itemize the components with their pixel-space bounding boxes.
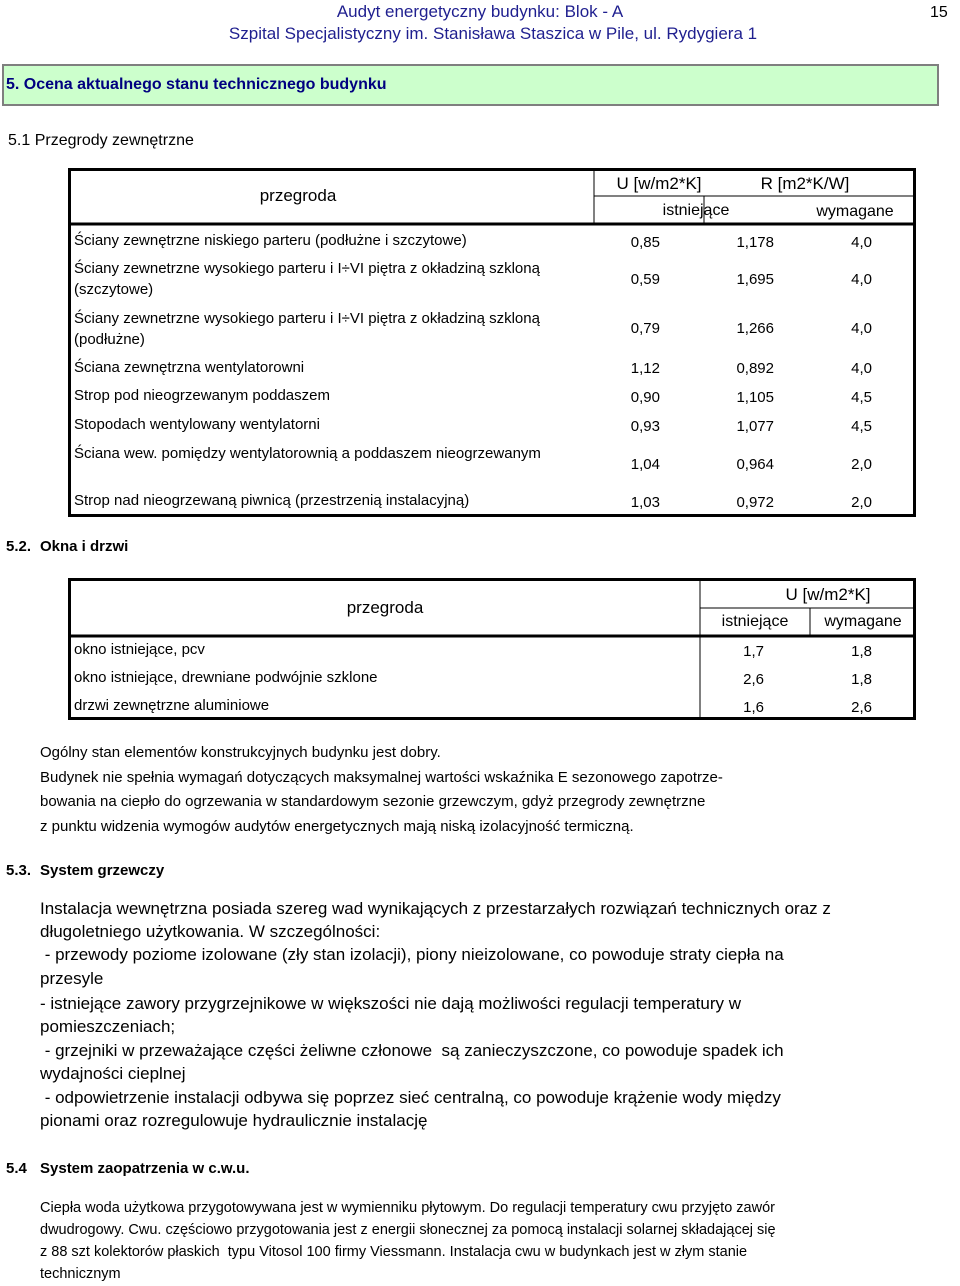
heating-line-6: pomieszczeniach;: [40, 1017, 176, 1036]
heating-line-10: pionami oraz rozregulowuje hydraulicznie instalację: [40, 1111, 428, 1130]
table1-row-2-r: 1,695: [736, 271, 774, 288]
table1-row-6-label: Stopodach wentylowany wentylatorni: [74, 416, 320, 433]
table2-row-1-label: okno istniejące, pcv: [74, 641, 205, 658]
section-title: 5. Ocena aktualnego stanu technicznego budynku: [6, 76, 387, 93]
table2-row-3-label: drzwi zewnętrzne aluminiowe: [74, 697, 270, 714]
table1-row-5-w: 4,5: [851, 389, 872, 406]
table1-row-5-label: Strop pod nieogrzewanym poddaszem: [74, 387, 330, 404]
heating-line-1: Instalacja wewnętrzna posiada szereg wad wynikających z przestarzałych rozwiązań technicznych oraz z: [40, 899, 831, 918]
cwu-line-2: dwudrogowy. Cwu. częściowo przygotowania jest z energii słonecznej za pomocą instalacji solarnej składającej się: [40, 1222, 776, 1238]
table1-row-3-label: Ściany zewnetrzne wysokiego parteru i I÷VI piętra z okładziną szkloną (podłużne): [74, 310, 540, 348]
table1-row-8-u: 1,03: [630, 494, 660, 511]
table1-row-6-w: 4,5: [851, 418, 872, 435]
table1-row-8-label: Strop nad nieogrzewaną piwnicą (przestrzenią instalacyjną): [74, 492, 470, 509]
table1-row-1-u: 0,85: [630, 234, 660, 251]
table1-row-4-label: Ściana zewnętrzna wentylatorowni: [74, 359, 305, 376]
cwu-line-4: technicznym: [40, 1266, 121, 1282]
table1-row-3-r: 1,266: [736, 320, 774, 337]
table2-header-istniejace: istniejące: [721, 613, 789, 630]
heating-line-9: - odpowietrzenie instalacji odbywa się poprzez sieć centralną, co powoduje krążenie wody między: [40, 1088, 781, 1107]
table2-row-3-ist: 1,6: [743, 699, 764, 716]
table2-header-wymagane: wymagane: [824, 613, 902, 630]
table1-row-7-u: 1,04: [630, 456, 660, 473]
table1-row-7-w: 2,0: [851, 456, 872, 473]
table1-header-przegroda: przegroda: [259, 186, 337, 205]
page-number: 15: [930, 4, 948, 21]
cwu-line-3: z 88 szt kolektorów płaskich typu Vitosol 100 firmy Viessmann. Instalacja cwu w budynkach jest w złym stanie: [40, 1244, 748, 1260]
table1-header-istniejace: istniejące: [662, 202, 730, 219]
summary-line-4: z punktu widzenia wymogów audytów energetycznych mają niską izolacyjność termiczną.: [40, 818, 634, 835]
summary-line-2: Budynek nie spełnia wymagań dotyczących maksymalnej wartości wskaźnika E sezonowego zapotrze-: [40, 769, 723, 786]
table1-header-r: R [m2*K/W]: [760, 174, 850, 193]
table1-row-1-label: Ściany zewnętrzne niskiego parteru (podłużne i szczytowe): [74, 232, 467, 249]
table1-row-6-r: 1,077: [736, 418, 774, 435]
summary-line-1: Ogólny stan elementów konstrukcyjnych budynku jest dobry.: [40, 744, 441, 761]
table1-row-5-r: 1,105: [736, 389, 774, 406]
table2-row-2-label: okno istniejące, drewniane podwójnie szklone: [74, 669, 378, 686]
table1-row-6-u: 0,93: [630, 418, 660, 435]
summary-line-3: bowania na ciepło do ogrzewania w standardowym sezonie grzewczym, gdyż przegrody zewnętrzne: [40, 793, 706, 810]
table1-row-5-u: 0,90: [630, 389, 660, 406]
heating-line-3: - przewody poziome izolowane (zły stan izolacji), piony nieizolowane, co powoduje straty ciepła na: [40, 945, 784, 964]
table1-header-u: U [w/m2*K]: [616, 174, 702, 193]
table2-row-3-wym: 2,6: [851, 699, 872, 716]
table1-row-3-u: 0,79: [630, 320, 660, 337]
heating-line-4: przesyle: [40, 969, 104, 988]
cwu-line-1: Ciepła woda użytkowa przygotowywana jest w wymienniku płytowym. Do regulacji temperatury cwu przyjęto zawór: [40, 1200, 775, 1216]
table1-row-4-u: 1,12: [630, 360, 660, 377]
table2-row-2-ist: 2,6: [743, 671, 764, 688]
table2-row-2-wym: 1,8: [851, 671, 872, 688]
table2-header-przegroda: przegroda: [346, 598, 424, 617]
table1-row-3-w: 4,0: [851, 320, 872, 337]
subsection-title-5-4: System zaopatrzenia w c.w.u.: [40, 1160, 250, 1177]
table1-row-7-label: Ściana wew. pomiędzy wentylatorownią a poddaszem nieogrzewanym: [74, 445, 541, 462]
table1-row-1-w: 4,0: [851, 234, 872, 251]
heating-line-7: - grzejniki w przeważające części żeliwne członowe są zanieczyszczone, co powoduje spadek ich: [40, 1041, 784, 1060]
table2-row-1-ist: 1,7: [743, 643, 764, 660]
subsection-title-5-3: System grzewczy: [40, 862, 165, 879]
table1-row-8-r: 0,972: [736, 494, 774, 511]
subsection-number-5-2: 5.2.: [6, 538, 32, 555]
table1-row-2-w: 4,0: [851, 271, 872, 288]
table1-header-wymagane: wymagane: [816, 203, 894, 220]
subsection-title-5-1: 5.1 Przegrody zewnętrzne: [8, 132, 194, 149]
table1-row-4-r: 0,892: [736, 360, 774, 377]
subsection-title-5-2: Okna i drzwi: [40, 538, 129, 555]
table2-header-u: U [w/m2*K]: [785, 585, 871, 604]
subsection-number-5-4: 5.4: [6, 1160, 27, 1177]
table1-row-8-w: 2,0: [851, 494, 872, 511]
heating-line-5: - istniejące zawory przygrzejnikowe w większości nie dają możliwości regulacji temperatury w: [40, 994, 742, 1013]
doc-header-title: Audyt energetyczny budynku: Blok - A: [336, 2, 624, 21]
table1-row-1-r: 1,178: [736, 234, 774, 251]
doc-header-subtitle: Szpital Specjalistyczny im. Stanisława Staszica w Pile, ul. Rydygiera 1: [228, 24, 758, 43]
table1-row-7-r: 0,964: [736, 456, 774, 473]
table2-row-1-wym: 1,8: [851, 643, 872, 660]
table1-row-2-label: Ściany zewnetrzne wysokiego parteru i I÷VI piętra z okładziną szkloną (szczytowe): [74, 260, 540, 298]
heating-line-8: wydajności cieplnej: [40, 1064, 186, 1083]
heating-line-2: długoletniego użytkowania. W szczególności:: [40, 922, 381, 941]
subsection-number-5-3: 5.3.: [6, 862, 32, 879]
table1-row-4-w: 4,0: [851, 360, 872, 377]
table1-row-2-u: 0,59: [630, 271, 660, 288]
